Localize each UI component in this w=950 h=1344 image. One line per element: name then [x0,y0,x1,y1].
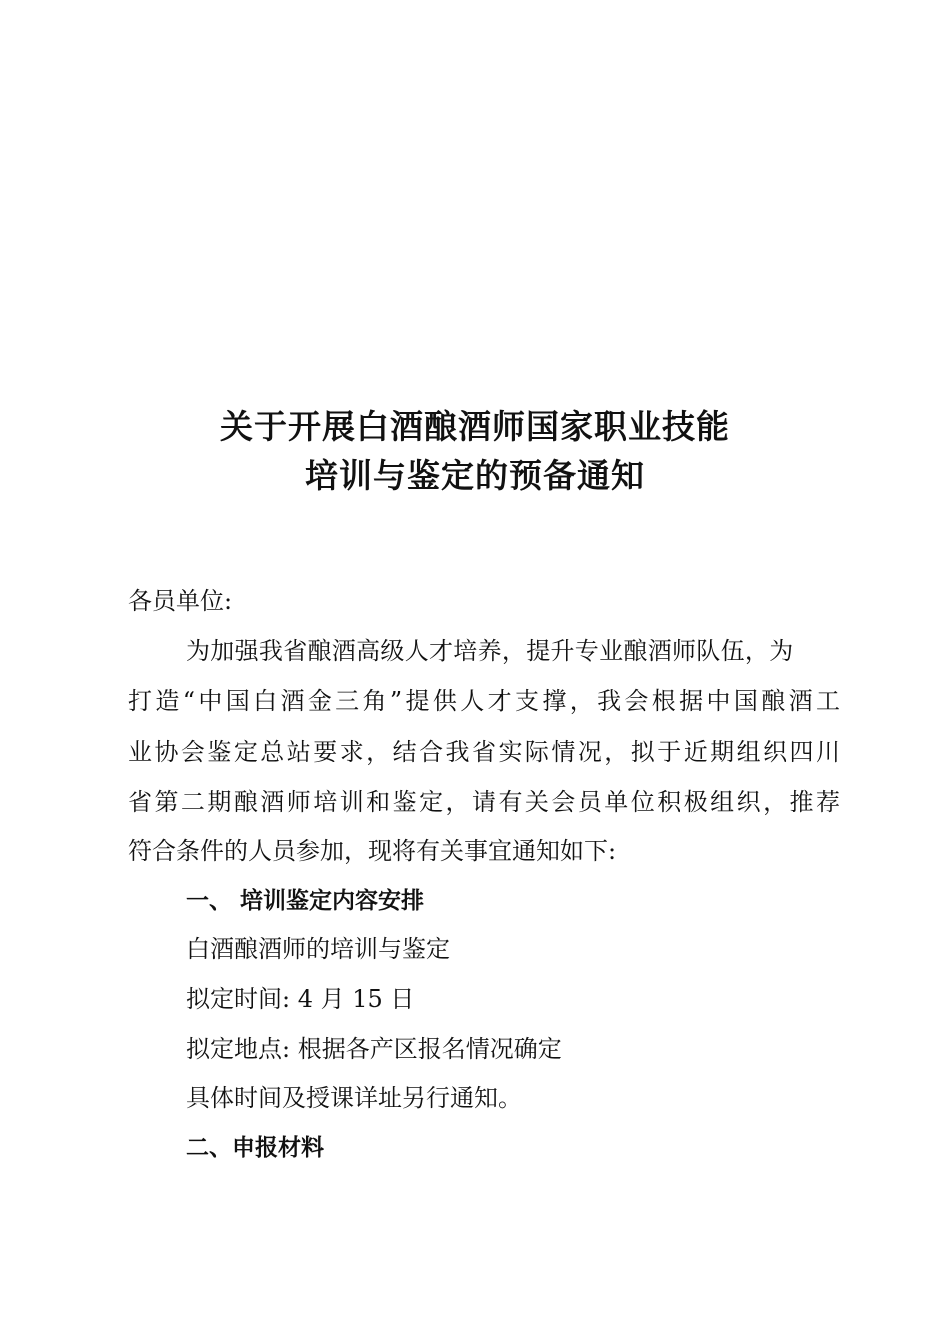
section-heading: 一、 培训鉴定内容安排 [186,888,425,914]
section-heading: 二、申报材料 [186,1135,324,1161]
paragraph-line: 业协会鉴定总站要求，结合我省实际情况，拟于近期组织四川 [128,738,840,766]
document-title-line-1: 关于开展白酒酿酒师国家职业技能 [220,407,730,446]
section-item: 具体时间及授课详址另行通知。 [186,1084,522,1112]
salutation: 各员单位: [128,587,233,615]
section-item: 白酒酿酒师的培训与鉴定 [186,935,450,963]
paragraph-line: 符合条件的人员参加，现将有关事宜通知如下: [128,837,617,865]
document-title-line-2: 培训与鉴定的预备通知 [305,456,645,495]
section-item: 拟定地点: 根据各产区报名情况确定 [186,1035,562,1063]
section-item: 拟定时间: 4 月 15 日 [186,985,415,1013]
paragraph-line: 打造“中国白酒金三角”提供人才支撑，我会根据中国酿酒工 [128,687,840,715]
paragraph-line: 省第二期酿酒师培训和鉴定，请有关会员单位积极组织，推荐 [128,788,840,816]
paragraph-line: 为加强我省酿酒高级人才培养，提升专业酿酒师队伍，为 [186,637,794,665]
